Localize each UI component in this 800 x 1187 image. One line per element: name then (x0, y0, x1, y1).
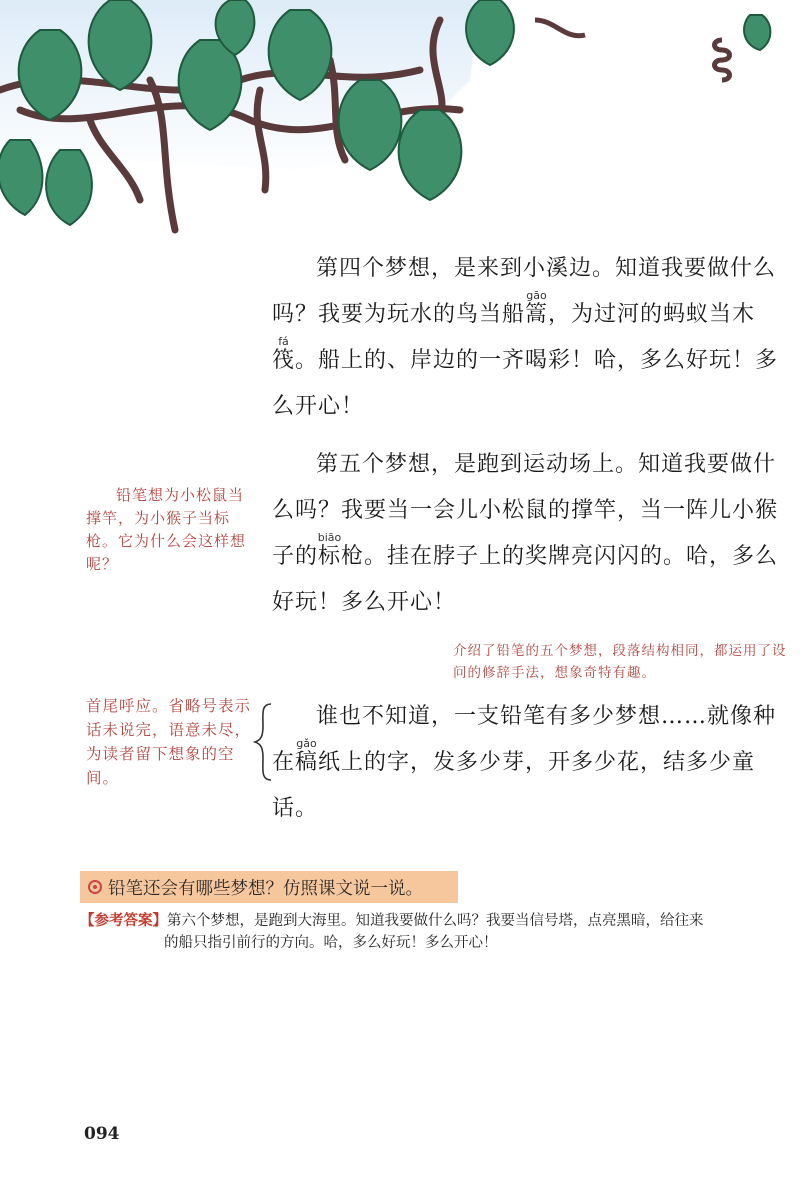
answer-label: 【参考答案】 (80, 913, 167, 929)
pencil-question-annotation: 铅笔想为小松鼠当撑竿，为小猴子当标枪。它为什么会这样想呢？ (86, 486, 247, 573)
structure-annotation: 介绍了铅笔的五个梦想，段落结构相同，都运用了设问的修辞手法，想象奇特有趣。 (453, 643, 787, 681)
page-number: 094 (84, 1124, 120, 1144)
answer-line-2: 的船只指引前行的方向。哈，多么好玩！多么开心！ (164, 935, 498, 951)
paragraph-4: 第四个梦想，是来到小溪边。知道我要做什么吗？我要为玩水的鸟当船篙gāo，为过河的蚂蚁当木筏fá。船上的、岸边的一齐喝彩！哈，多么好玩！多么开心！ (272, 256, 779, 419)
ending-annotation: 首尾呼应。省略号表示话未说完，语意未尽，为读者留下想象的空间。 (86, 697, 252, 787)
story-text (272, 246, 792, 626)
pinyin-fa: 筏fá (272, 335, 296, 373)
reference-answer (80, 910, 795, 954)
pinyin-gao: 篙gāo (525, 289, 549, 327)
answer-line-1: 第六个梦想，是跑到大海里。知道我要做什么吗？我要当信号塔，点亮黑暗，给往来 (167, 913, 704, 929)
pinyin-gao3: 稿gǎo (295, 737, 319, 775)
target-circle-icon (88, 880, 102, 894)
vine-leaves-illustration (0, 0, 800, 260)
exercise-prompt (80, 871, 458, 903)
exercise-text: 铅笔还会有哪些梦想？仿照课文说一说。 (108, 878, 423, 899)
brace-icon (253, 702, 273, 782)
paragraph-6: 谁也不知道，一支铅笔有多少梦想……就像种在稿gǎo纸上的字，发多少芽，开多少花，结多少童话。 (272, 704, 777, 821)
pinyin-biao: 标biāo (317, 531, 342, 569)
paragraph-5: 第五个梦想，是跑到运动场上。知道我要做什么吗？我要当一会儿小松鼠的撑竿，当一阵儿小猴子的标biāo枪。挂在脖子上的奖牌亮闪闪的。哈，多么好玩！多么开心！ (272, 452, 779, 615)
story-ending (272, 694, 792, 832)
